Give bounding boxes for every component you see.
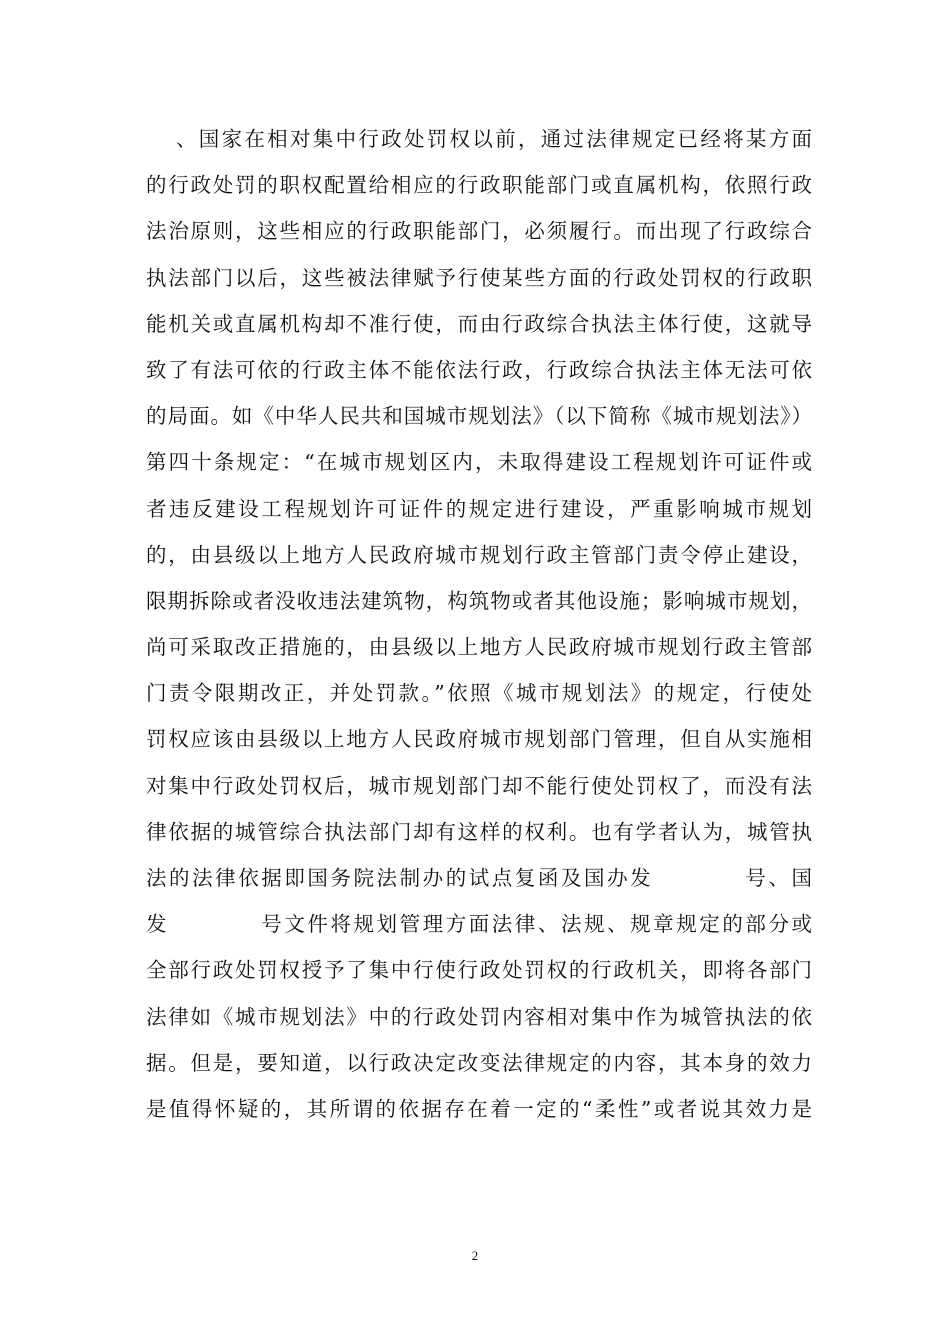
text-line: 限期拆除或者没收违法建筑物，构筑物或者其他设施；影响城市规划， (146, 588, 812, 613)
text-line: 的局面。如《中华人民共和国城市规划法》（以下简称《城市规划法》） (146, 404, 812, 429)
text-line: 是值得怀疑的，其所谓的依据存在着一定的“柔性”或者说其效力是 (146, 1096, 812, 1121)
text-line: 第四十条规定：“在城市规划区内，未取得建设工程规划许可证件或 (146, 450, 812, 475)
text-line: 门责令限期改正，并处罚款。”依照《城市规划法》的规定，行使处 (146, 681, 812, 706)
text-line: 能机关或直属机构却不准行使，而由行政综合执法主体行使，这就导 (146, 311, 812, 336)
text-line: 对集中行政处罚权后，城市规划部门却不能行使处罚权了，而没有法 (146, 773, 812, 798)
text-line: 据。但是，要知道，以行政决定改变法律规定的内容，其本身的效力 (146, 1050, 812, 1075)
text-line: 尚可采取改正措施的，由县级以上地方人民政府城市规划行政主管部 (146, 635, 812, 660)
text-line: 法的法律依据即国务院法制办的试点复函及国办发 号、国 (146, 866, 812, 890)
text-line: 致了有法可依的行政主体不能依法行政，行政综合执法主体无法可依 (146, 357, 812, 382)
text-line: 的行政处罚的职权配置给相应的行政职能部门或直属机构，依照行政 (146, 173, 812, 198)
text-line: 法律如《城市规划法》中的行政处罚内容相对集中作为城管执法的依 (146, 1004, 812, 1029)
text-line: 者违反建设工程规划许可证件的规定进行建设，严重影响城市规划 (146, 496, 812, 521)
text-line: 法治原则，这些相应的行政职能部门，必须履行。而出现了行政综合 (146, 219, 812, 244)
text-line: 律依据的城管综合执法部门却有这样的权利。也有学者认为，城管执 (146, 819, 812, 844)
text-line: 的，由县级以上地方人民政府城市规划行政主管部门责令停止建设， (146, 542, 812, 567)
text-line: 发 号文件将规划管理方面法律、法规、规章规定的部分或 (146, 912, 812, 937)
text-line: 全部行政处罚权授予了集中行使行政处罚权的行政机关，即将各部门 (146, 958, 812, 983)
text-line: 罚权应该由县级以上地方人民政府城市规划部门管理，但自从实施相 (146, 727, 812, 752)
text-line: 执法部门以后，这些被法律赋予行使某些方面的行政处罚权的行政职 (146, 265, 812, 290)
body-paragraph (146, 116, 812, 1132)
text-line: 、国家在相对集中行政处罚权以前，通过法律规定已经将某方面 (176, 127, 812, 151)
page-number: 2 (471, 1248, 479, 1263)
